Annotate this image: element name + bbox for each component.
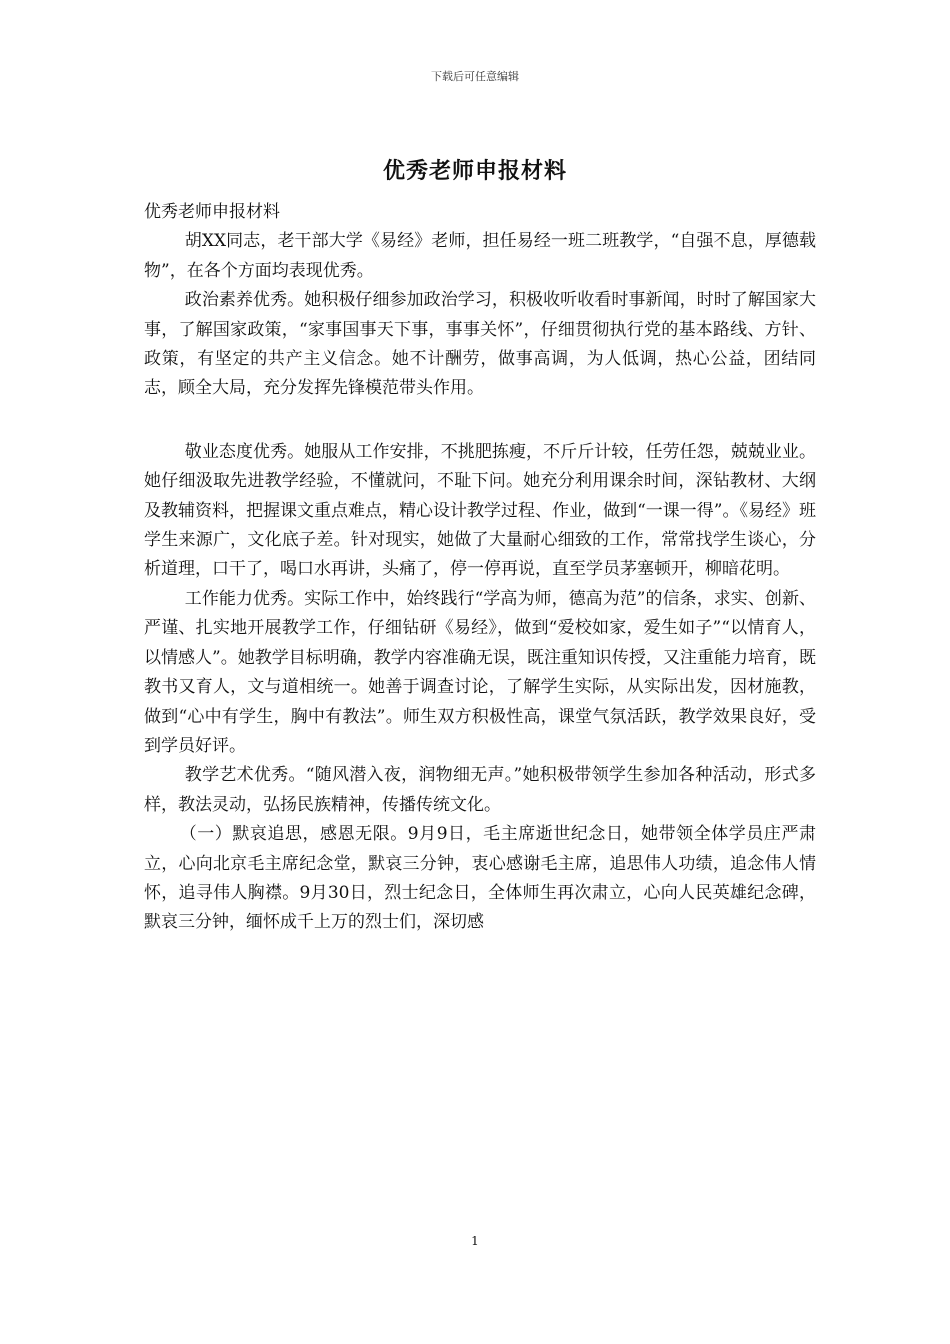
document-subtitle: 优秀老师申报材料	[144, 202, 280, 222]
page-number: 1	[471, 1234, 479, 1248]
paragraph-section-one: （一）默哀追思，感恩无限。9月9日，毛主席逝世纪念日，她带领全体学员庄严肃立，心向北京毛主席纪念堂，默哀三分钟，衷心感谢毛主席，追思伟人功绩，追念伟人情怀，追寻伟人胸襟。9月30日，烈士纪念日，全体师生再次肃立，心向人民英雄纪念碑，默哀三分钟，缅怀成千上万的烈士们，深切感	[144, 824, 816, 933]
paragraph-ability: 工作能力优秀。实际工作中，始终践行“学高为师，德高为范”的信条，求实、创新、严谨、扎实地开展教学工作，仔细钻研《易经》，做到“爱校如家，爱生如子”“以情育人，以情感人”。她教学目标明确，教学内容准确无误，既注重知识传授，又注重能力培育，既教书又育人，文与道相统一。她善于调查讨论，了解学生实际，从实际出发，因材施教，做到“心中有学生，胸中有教法”。师生双方积极性高，课堂气氛活跃，教学效果良好，受到学员好评。	[144, 588, 816, 756]
paragraph-intro: 胡XX同志，老干部大学《易经》老师，担任易经一班二班教学，“自强不息，厚德载物”，在各个方面均表现优秀。	[144, 231, 816, 281]
page-header-note: 下载后可任意编辑	[431, 70, 519, 83]
document-title: 优秀老师申报材料	[382, 158, 567, 184]
paragraph-dedication: 敬业态度优秀。她服从工作安排，不挑肥拣瘦，不斤斤计较，任劳任怨，兢兢业业。她仔细汲取先进教学经验，不懂就问，不耻下问。她充分利用课余时间，深钻教材、大纲及教辅资料，把握课文重点难点，精心设计教学过程、作业，做到“一课一得”。《易经》班学生来源广，文化底子差。针对现实，她做了大量耐心细致的工作，常常找学生谈心，分析道理，口干了，喝口水再讲，头痛了，停一停再说，直至学员茅塞顿开，柳暗花明。	[144, 441, 816, 580]
paragraph-political: 政治素养优秀。她积极仔细参加政治学习，积极收听收看时事新闻，时时了解国家大事，了解国家政策，“家事国事天下事，事事关怀”，仔细贯彻执行党的基本路线、方针、政策，有坚定的共产主义信念。她不计酬劳，做事高调，为人低调，热心公益，团结同志，顾全大局，充分发挥先锋模范带头作用。	[144, 290, 816, 399]
paragraph-spacer	[144, 404, 816, 438]
document-body	[144, 198, 816, 938]
paragraph-teaching-art: 教学艺术优秀。“随风潜入夜，润物细无声。”她积极带领学生参加各种活动，形式多样，教法灵动，弘扬民族精神，传播传统文化。	[144, 765, 816, 815]
